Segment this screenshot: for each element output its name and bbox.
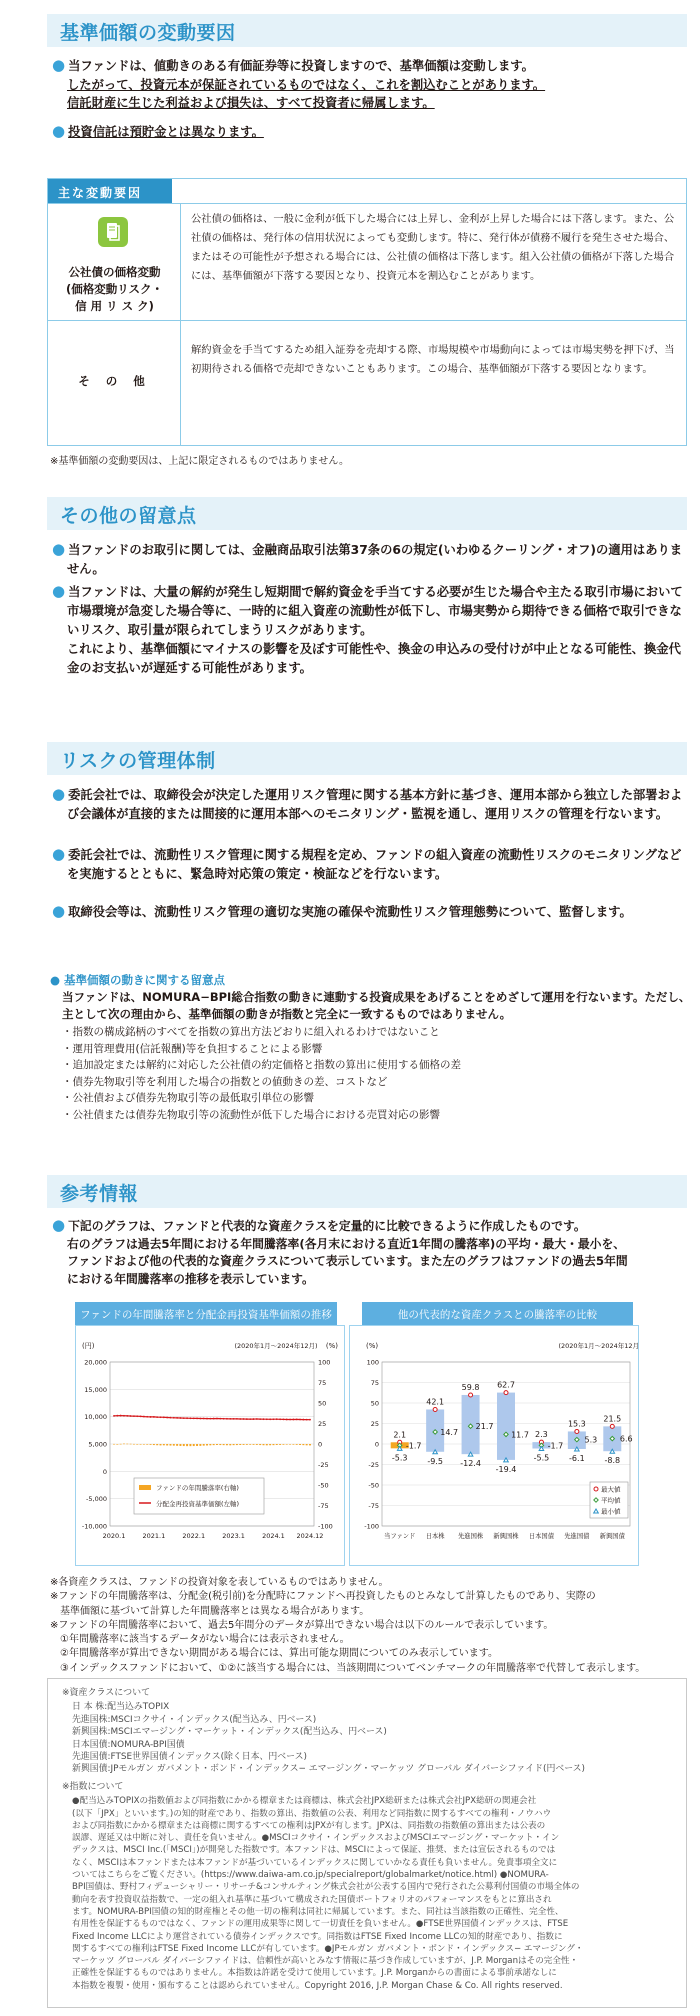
nav-point [302,1419,304,1421]
nav-point [203,1418,205,1420]
return-bar [302,1444,304,1445]
nav-point [163,1416,165,1418]
y-left-tick-label: 0 [102,1467,107,1476]
nav-point [286,1419,288,1421]
nav-point [246,1418,248,1420]
max-label: 42.1 [426,1397,445,1407]
nav-point [249,1418,251,1420]
nav-point [269,1418,271,1420]
axis-unit: (%) [366,1342,379,1350]
right-chart-frame [349,1325,639,1566]
return-bar [263,1444,265,1445]
y-right-tick-label: 50 [318,1399,327,1408]
bullet-icon: ● [52,56,66,74]
section-header-other-notes [47,497,687,530]
bullet-icon: ● [52,122,66,140]
section-header-risk-management [47,742,687,775]
right-chart [350,1326,638,1565]
y-right-tick-label: 100 [318,1358,331,1367]
y-right-tick-label: -100 [318,1522,333,1531]
paragraph-not-deposit: ● 投資信託は預貯金とは異なります。 [52,122,264,140]
avg-label: -1.7 [547,1441,564,1451]
avg-label: 5.3 [584,1435,598,1445]
nav-point [140,1415,142,1417]
y-tick-label: -75 [368,1502,379,1510]
nav-point [196,1418,198,1420]
avg-label: 6.6 [619,1434,633,1444]
return-bar [186,1444,188,1446]
factor-text-bond: 公社債の価格は、一般に金利が低下した場合には上昇し、金利が上昇した場合には下落します。また、公社債の価格は、発行体の信用状況によっても変動します。特に、発行体が債務不履行を発生させた場合、またはその可能性が予想される場合には、公社債の価格は下落します。組入公社債の価格が下落した場合には、基準価額が下落する要因となり、投資元本を割込むことがあります。 [191,213,675,282]
list-item: ・指数の構成銘柄のすべてを指数の算出方法どおりに組入れるわけではないこと [62,1026,440,1038]
x-category-label: 新興国債 [599,1533,625,1540]
max-marker [504,1391,508,1395]
list-item: ・公社債および債券先物取引等の最低取引単位の影響 [62,1092,314,1104]
return-bar [123,1444,125,1445]
nav-point [130,1415,132,1417]
factor-label-bond: 公社債の価格変動 (価格変動リスク・ 信 用 リ ス ク) [48,204,181,320]
nav-point [276,1418,278,1420]
avg-label: -1.7 [405,1441,422,1451]
nav-point [180,1417,182,1419]
max-marker [433,1407,437,1411]
list-item: ・追加設定または解約に対応した公社債の約定価格と指数の算出に使用する価格の差 [62,1059,461,1071]
nav-point [279,1418,281,1420]
bullet-icon: ● [52,582,66,600]
list-item: ・債券先物取引等を利用した場合の指数との値動きの差、コストなど [62,1075,388,1088]
return-bar [269,1444,271,1445]
nav-point [143,1416,145,1418]
section-header-reference [47,1175,687,1208]
legend-max-icon [594,1487,598,1491]
y-tick-label: -100 [364,1522,379,1531]
x-category-label: 先進国株 [457,1533,484,1540]
section-title: リスクの管理体制 [60,750,216,772]
x-category-label: 当ファンド [384,1533,416,1540]
return-bar [276,1444,278,1445]
y-right-tick-label: 0 [318,1440,323,1449]
x-category-label: 新興国株 [493,1533,519,1540]
return-bar [166,1444,168,1445]
y-tick-label: 0 [374,1440,379,1449]
nav-point [229,1418,231,1420]
nav-point [243,1418,245,1420]
left-chart-title: ファンドの年間騰落率と分配金再投資基準価額の推移 [75,1302,337,1325]
nav-point [253,1418,255,1420]
nav-point [256,1418,258,1420]
return-bar [296,1444,298,1445]
section-title: その他の留意点 [60,505,197,527]
return-bar [259,1444,261,1445]
return-bar [249,1444,251,1445]
min-label: -12.4 [460,1459,481,1469]
section-title: 基準価額の変動要因 [60,22,236,44]
legend-label-line: 分配金再投資基準価額(左軸) [156,1500,240,1508]
y-left-tick-label: 5,000 [88,1440,107,1449]
return-bar [136,1444,138,1445]
min-label: -19.4 [495,1464,517,1474]
return-bar [213,1444,215,1445]
bullet-icon: ● [50,973,65,987]
y-tick-label: 50 [370,1399,379,1408]
factor-row-other [48,320,686,446]
return-bar [282,1444,284,1445]
x-category-label: 日本株 [425,1533,445,1540]
return-bar [253,1444,255,1445]
y-tick-label: 100 [366,1358,379,1367]
x-tick-label: 2023.1 [222,1532,245,1540]
max-label: 59.8 [461,1382,480,1392]
y-left-tick-label: -10,000 [81,1522,107,1531]
bullet-icon: ● [52,785,66,803]
nav-point [136,1415,138,1417]
return-bar [183,1444,185,1446]
legend-label-bar: ファンドの年間騰落率(右軸) [156,1484,239,1492]
nav-point [170,1417,172,1419]
subsection-title-index-tracking: ● 基準価額の動きに関する留意点 [50,973,226,987]
range-bar [497,1393,515,1460]
nav-point [296,1419,298,1421]
max-label: 2.1 [393,1430,407,1440]
nav-point [146,1416,148,1418]
x-tick-label: 2024.1 [262,1532,285,1540]
avg-label: 21.7 [475,1422,494,1432]
nav-point [160,1416,162,1418]
return-bar [189,1444,191,1446]
return-bar [239,1444,241,1445]
max-marker [575,1429,579,1433]
paragraph-risk-policy: ● 委託会社では、取締役会が決定した運用リスク管理に関する基本方針に基づき、運用本部から独立した部署および会議体が直接的または間接的に運用本部へのモニタリング・監視を通し、運用リスクの管理を行ないます。 [52,785,683,821]
min-label: -5.5 [533,1453,550,1463]
chart-notes: ※各資産クラスは、ファンドの投資対象を表しているものではありません。 ※ファンドの年間騰落率は、分配金(税引前)を分配時にファンドへ再投資したものとみなして計算したものであり、実際の 基準価額に基づいて計算した年間騰落率とは異なる場合があります。 ※ファンドの年間騰落率において、過去5年間分のデータが算出できない場合は以下のルールで表示しています。 ①年間騰落率に該当するデータがない場合には表示されません。 ②年間騰落率が算出できない期間がある場合には、算出可能な期間についてのみ表示しています。 ③インデックスファンドにおいて、①②に該当する場合には、当該期間についてベンチマークの年間騰落率で代替して表示します。 [50,1577,646,1674]
return-bar [173,1444,175,1446]
paragraph-price-fluctuation: ● 当ファンドは、値動きのある有価証券等に投資しますので、基準価額は変動します。 したがって、投資元本が保証されているものではなく、これを割込むことがあります。 信託財産に生じた利益および損失は、すべて投資者に帰属します。 [52,56,546,110]
return-bar [199,1444,201,1446]
y-right-tick-label: -50 [318,1481,329,1490]
return-bar [306,1444,308,1445]
factor-text-other: 解約資金を手当てするため組入証券を売却する際、市場規模や市場動向によっては市場実勢を押下げ、当初期待される価格で売却できないこともあります。この場合、基準価額が下落する要因となります。 [191,344,675,375]
return-bar [286,1444,288,1445]
right-chart-title: 他の代表的な資産クラスとの騰落率の比較 [362,1302,633,1325]
min-label: -9.5 [427,1456,443,1466]
factors-note: ※基準価額の変動要因は、上記に限定されるものではありません。 [50,456,349,467]
nav-point [233,1418,235,1420]
y-tick-label: 25 [370,1420,379,1428]
x-tick-label: 2024.12 [296,1532,324,1540]
return-bar [266,1444,268,1445]
return-bar [219,1444,221,1445]
nav-point [150,1416,152,1418]
nav-point [166,1417,168,1419]
y-left-tick-label: 10,000 [84,1413,107,1422]
return-bar [113,1444,115,1445]
list-item: ・運用管理費用(信託報酬)等を負担することによる影響 [62,1042,323,1055]
return-bar [209,1444,211,1445]
avg-label: 14.7 [440,1427,459,1437]
left-chart-frame [75,1325,345,1566]
return-bar [176,1444,178,1446]
x-category-label: 先進国債 [564,1533,590,1540]
return-bar [169,1444,171,1446]
return-bar [179,1444,181,1446]
return-bar [163,1444,165,1445]
nav-point [193,1417,195,1419]
nav-point [123,1415,125,1417]
nav-point [190,1417,192,1419]
factor-row-bond [48,203,686,320]
nav-point [299,1419,301,1421]
section-title: 参考情報 [60,1183,139,1205]
y-tick-label: -25 [368,1461,379,1469]
left-chart [76,1326,344,1565]
nav-point [186,1417,188,1419]
return-bar [236,1444,238,1445]
nav-point [153,1416,155,1418]
nav-point [273,1418,275,1420]
return-bar [233,1444,235,1445]
nav-point [156,1416,158,1418]
x-tick-label: 2021.1 [142,1532,166,1540]
min-label: -8.8 [604,1456,621,1466]
max-label: 2.3 [535,1430,548,1440]
bullet-icon: ● [52,902,66,920]
nav-point [283,1419,285,1421]
x-tick-label: 2022.1 [182,1532,206,1540]
return-bar [146,1444,148,1445]
legend-swatch-bar [139,1485,151,1490]
return-bar [203,1444,205,1446]
nav-point [126,1415,128,1417]
return-bar [160,1444,162,1445]
return-bar [133,1444,135,1445]
return-bar [116,1444,118,1445]
nav-point [259,1418,261,1420]
return-bar [130,1444,132,1445]
nav-point [239,1418,241,1420]
return-bar [246,1444,248,1445]
y-right-tick-label: 25 [318,1420,327,1428]
return-bar [223,1444,225,1445]
return-bar [309,1444,311,1445]
nav-point [289,1419,291,1421]
y-left-tick-label: -5,000 [86,1495,107,1504]
nav-point [209,1418,211,1420]
subsection-body: 当ファンドは、NOMURA−BPI総合指数の動きに連動する投資成果をあげることをめざして運用を行ないます。ただし、主として次の理由から、基準価額の動きが指数と完全に一致するものではありません。 [62,990,691,1021]
y-left-tick-label: 15,000 [84,1385,107,1394]
chart-period: (2020年1月〜2024年12月) [558,1342,638,1350]
y-right-tick-label: -25 [318,1461,329,1469]
nav-point [223,1418,225,1420]
nav-point [206,1418,208,1420]
factor-label-other: そ の 他 [48,321,181,446]
return-bar [256,1444,258,1445]
nav-point [216,1418,218,1420]
bullet-icon: ● [52,845,66,863]
paragraph-cooling-off: ● 当ファンドのお取引に関しては、金融商品取引法第37条の6の規定(いわゆるクーリング・オフ)の適用はありません。 [52,540,683,576]
nav-point [263,1418,265,1420]
nav-point [183,1417,185,1419]
return-bar [153,1444,155,1445]
return-bar [289,1444,291,1445]
nav-point [133,1415,135,1417]
legend-max-label: 最大値 [601,1485,621,1494]
legend-avg-label: 平均値 [601,1496,621,1505]
return-bar [140,1444,142,1445]
nav-point [213,1418,215,1420]
nav-point [226,1418,228,1420]
bullet-icon: ● [52,540,66,558]
nav-point [113,1415,115,1417]
paragraph-liquidity-rules: ● 委託会社では、流動性リスク管理に関する規程を定め、ファンドの組入資産の流動性リスクのモニタリングなどを実施するとともに、緊急時対応策の策定・検証などを行ないます。 [52,845,682,881]
min-label: -5.3 [391,1453,408,1463]
avg-label: 11.7 [511,1430,529,1440]
y-tick-label: 75 [370,1379,379,1387]
paragraph-liquidity-risk: ● 当ファンドは、大量の解約が発生し短期間で解約資金を手当てする必要が生じた場合や主たる取引市場において市場環境が急変した場合等に、一時的に組入資産の流動性が低下し、市場実勢から期待できる価格で取引できないリスク、取引量が限られてしまうリスクがあります。 これにより、基準価額にマイナスの影響を及ぼす可能性や、換金の申込みの受付けが中止となる可能性、換金代金のお支払いが遅延する可能性があります。 [52,582,683,675]
x-category-label: 日本国債 [528,1533,555,1540]
return-bar [126,1444,128,1445]
nav-point [236,1418,238,1420]
reasons-list [62,1024,692,1123]
max-label: 21.5 [603,1414,622,1424]
return-bar [206,1444,208,1445]
y-left-tick-label: 20,000 [84,1358,107,1367]
section-header-price-factors [47,14,687,47]
list-item: ・公社債または債券先物取引等の流動性が低下した場合における売買対応の影響 [62,1108,440,1121]
nav-point [219,1418,221,1420]
factors-table-header: 主な変動要因 [48,179,172,203]
nav-point [199,1418,201,1420]
nav-point [309,1419,311,1421]
nav-point [266,1418,268,1420]
return-bar [292,1444,294,1445]
y-right-tick-label: -75 [318,1502,329,1510]
return-bar [143,1444,145,1445]
legend-min-label: 最小値 [601,1507,621,1516]
return-bar [272,1444,274,1445]
y-right-tick-label: 75 [318,1379,327,1387]
min-label: -6.1 [569,1454,585,1464]
return-bar [243,1444,245,1445]
nav-point [306,1419,308,1421]
return-bar [150,1444,152,1445]
paragraph-reference-intro: ● 下記のグラフは、ファンドと代表的な資産クラスを定量的に比較できるように作成したものです。 右のグラフは過去5年間における年間騰落率(各月末における直近1年間の騰落率)の平均・最大・最小を、 ファンドおよび他の代表的な資産クラスについて表示しています。また左のグラフはファンドの過去5年間 における年間騰落率の推移を表示しています。 [52,1216,628,1286]
factors-table [47,178,687,446]
nav-point [292,1419,294,1421]
index-disclaimer-box: ※資産クラスについて 日 本 株:配当込みTOPIX 先進国株:MSCIコクサイ・インデックス(配当込み、円ベース) 新興国株:MSCIエマージング・マーケット・インデックス(配当込み、円ベース) 日本国債:NOMURA-BPI国債 先進国債:FTSE世界国債インデックス(除く日本、円ベース) 新興国債:JPモルガン ガバメント・ボンド・インデックス− エマージング・マーケッツ グローバル ダイバーシファイド(円ベース) ※指数について ●配当込みTOPIXの指数値および同指数にかかる標章または商標は、株式会社JPX総研または株式会社JPX総研の関連会社 (以下「JPX」といいます。)の知的財産であり、指数の算出、指数値の公表、利用など同指数に関するすべての権利・ノウハウ および同指数にかかる標章または商標に関するすべての権利はJPXが有します。JPXは、同指数の指数値の算出または公表の 誤謬、遅延又は中断に対し、責任を負いません。●MSCIコクサイ・インデックスおよびMSCIエマージング・マーケット・イン デックスは、MSCI Inc.(「MSCI」)が開発した指数です。本ファンドは、MSCIによって保証、推奨、または宣伝されるものでは なく、MSCIは本ファンドまたは本ファンドが基づいているインデックスに関していかなる責任も負いません。免責事項全文に ついてはこちらをご覧ください。(https://www.daiwa-am.co.jp/specialreport/globalmarket/notice.html) ●NOMURA- BPI国債は、野村フィデューシャリー・リサーチ&コンサルティング株式会社が公表する国内で発行された公募利付国債の市場全体の 動向を表す投資収益指数で、一定の組入れ基準に基づいて構成された国債ポートフォリオのパフォーマンスをもとに算出され ます。NOMURA-BPI国債の知的財産権とその他一切の権利は同社に帰属しています。また、同社は当該指数の正確性、完全性、 有用性を保証するものではなく、ファンドの運用成果等に関して一切責任を負いません。●FTSE世界国債インデックスは、FTSE Fixed Income LLCにより運営されている債券インデックスです。同指数はFTSE Fixed Income LLCの知的財産であり、指数に 関するすべての権利はFTSE Fixed Income LLCが有しています。●JPモルガン ガバメント・ボンド・インデックス− エマージング・ マーケッツ グローバル ダイバーシファイドは、信頼性が高いとみなす情報に基づき作成していますが、J.P. Morganはその完全性・ 正確性を保証するものではありません。本指数は許諾を受けて使用しています。J.P. Morganからの書面による事前承諾なしに 本指数を複製・使用・頒布することは認められていません。Copyright 2016, J.P. Morgan Chase & Co. All rights reserved. [47,1678,687,2008]
return-bar [279,1444,281,1445]
return-bar [216,1444,218,1445]
chart-period: (2020年1月〜2024年12月) [234,1342,318,1350]
return-bar [120,1444,122,1445]
right-axis-unit: (%) [325,1342,338,1350]
nav-point [176,1417,178,1419]
y-tick-label: -50 [368,1481,379,1490]
max-label: 62.7 [497,1380,515,1390]
x-tick-label: 2020.1 [102,1532,126,1540]
max-marker [610,1424,614,1428]
document-icon [98,217,128,247]
return-bar [193,1444,195,1446]
max-marker [469,1393,473,1397]
bullet-icon: ● [52,1216,66,1234]
return-bar [299,1444,301,1445]
max-label: 15.3 [567,1419,586,1429]
left-axis-unit: (円) [82,1342,95,1350]
paragraph-board-supervision: ● 取締役会等は、流動性リスク管理の適切な実施の確保や流動性リスク管理態勢について、監督します。 [52,902,632,920]
return-bar [229,1444,231,1445]
return-bar [156,1444,158,1445]
nav-point [116,1415,118,1417]
nav-point [173,1417,175,1419]
nav-point [120,1415,122,1417]
return-bar [196,1444,198,1446]
return-bar [226,1444,228,1445]
